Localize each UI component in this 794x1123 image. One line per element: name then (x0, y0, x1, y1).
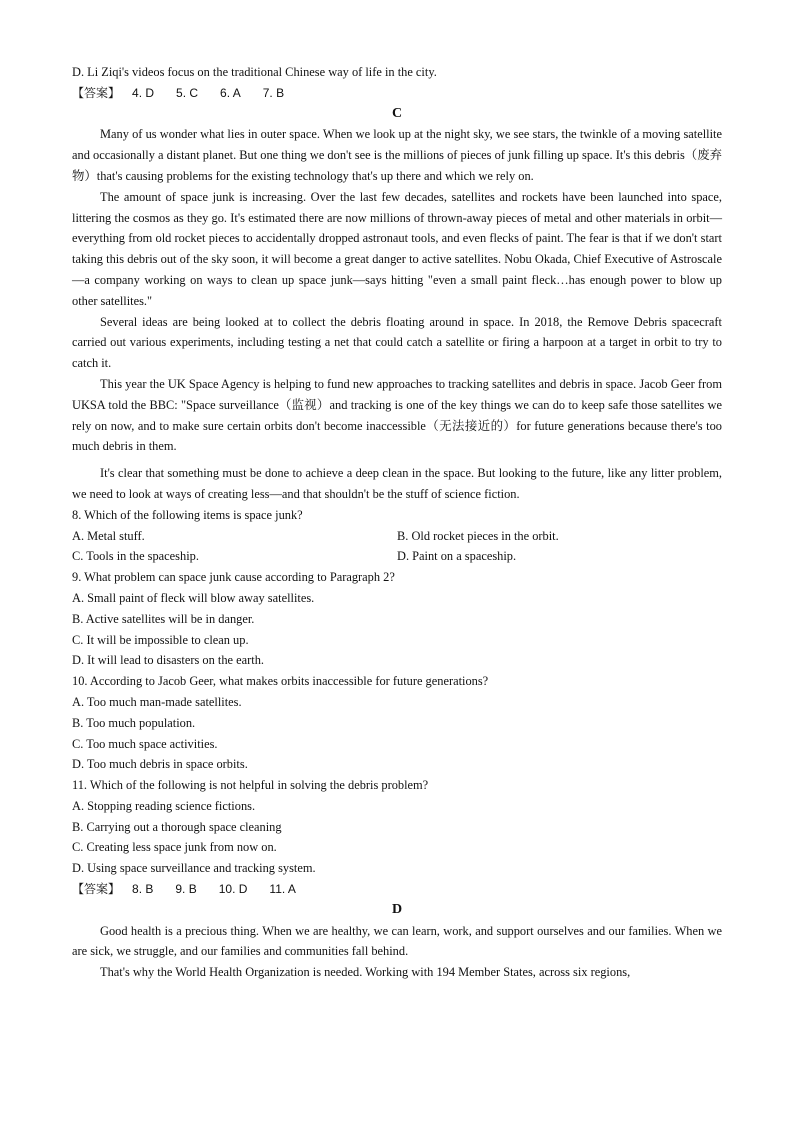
option-c: C. Too much space activities. (72, 736, 218, 751)
answer-key-prev (72, 83, 722, 104)
option-d: D. It will lead to disasters on the earth. (72, 653, 265, 668)
passage-paragraph: Good health is a precious thing. When we are healthy, we can learn, work, and support ourselves and our families. When we are sick, we struggle, and our families and communities fall behind. (72, 923, 722, 959)
answer-item: 7. B (262, 85, 285, 100)
passage-paragraph: It's clear that something must be done to achieve a deep clean in the space. But looking to the future, like any litter problem, we need to look at ways of creating less—and that shouldn't be the stuff of science fiction. (72, 466, 722, 501)
section-d-heading: D (391, 901, 403, 917)
option-b: B. Carrying out a thorough space cleaning (72, 819, 282, 834)
option-d: D. Too much debris in space orbits. (72, 757, 248, 772)
answer-key-c (72, 879, 722, 900)
option-d-line: D. Li Ziqi's videos focus on the traditional Chinese way of life in the city. (72, 65, 437, 79)
answer-item: 6. A (220, 85, 241, 100)
option-row (72, 546, 722, 567)
passage-paragraph: Many of us wonder what lies in outer space. When we look up at the night sky, we see stars, the twinkle of a moving satellite and occasionally a distant planet. But one thing we don't see is the millions of pieces of junk filling up space. It's this debris（废弃物）that's causing problems for the existing technology that's up there and which we rely on. (72, 127, 722, 183)
passage-paragraph: That's why the World Health Organization is needed. Working with 194 Member States, across six regions, (100, 965, 631, 980)
option-d: D. Using space surveillance and tracking system. (72, 861, 316, 876)
option-a: A. Stopping reading science fictions. (72, 798, 256, 813)
question-stem: 11. Which of the following is not helpful in solving the debris problem? (72, 778, 429, 793)
option-b: B. Too much population. (72, 715, 196, 730)
option-b: B. Active satellites will be in danger. (72, 611, 255, 626)
answer-label: 【答案】 (72, 85, 121, 100)
answer-item: 5. C (176, 85, 199, 100)
answer-label: 【答案】 (72, 882, 121, 897)
answer-item: 10. D (218, 882, 248, 897)
option-a: A. Small paint of fleck will blow away satellites. (72, 590, 315, 605)
option-b: B. Old rocket pieces in the orbit. (397, 528, 559, 543)
document-page (72, 62, 722, 983)
section-c-heading: C (391, 105, 403, 121)
option-d: D. Paint on a spaceship. (397, 549, 517, 564)
answer-item: 9. B (175, 882, 197, 897)
question-stem: 8. Which of the following items is space junk? (72, 507, 303, 522)
question-stem: 10. According to Jacob Geer, what makes orbits inaccessible for future generations? (72, 674, 489, 689)
question-stem: 9. What problem can space junk cause according to Paragraph 2? (72, 570, 395, 585)
option-c: C. It will be impossible to clean up. (72, 632, 249, 647)
option-a: A. Too much man-made satellites. (72, 694, 242, 709)
option-row (72, 526, 722, 547)
option-a: A. Metal stuff. (72, 528, 145, 543)
passage-paragraph: This year the UK Space Agency is helping to fund new approaches to tracking satellites and debris in space. Jacob Geer from UKSA told the BBC: "Space surveillance（监视）and tracking is one of the key things we can do to keep safe those satellites we rely on now, and to make sure certain orbits don't become inaccessible（无法接近的）for future generations because there's too much debris in them. (72, 376, 722, 454)
passage-paragraph: The amount of space junk is increasing. Over the last few decades, satellites and rockets have been launched into space, littering the cosmos as they go. It's estimated there are now millions of thrown-away pieces of metal and other materials in orbit—everything from old rocket pieces to accidentally dropped astronaut tools, and even flecks of paint. The fear is that if we don't start taking this debris out of the sky soon, it will become a great danger to active satellites. Nobu Okada, Chief Executive of Astroscale—a company working on ways to clean up space junk—says hitting "even a small paint fleck…has enough power to blow up other satellites." (72, 189, 722, 308)
option-c: C. Creating less space junk from now on. (72, 840, 277, 855)
passage-paragraph: Several ideas are being looked at to collect the debris floating around in space. In 2018, the Remove Debris spacecraft carried out various experiments, including testing a net that could catch a satellite or firing a harpoon at a target in orbit to try to catch it. (72, 314, 722, 371)
answer-item: 4. D (132, 85, 155, 100)
answer-item: 8. B (132, 882, 154, 897)
option-c: C. Tools in the spaceship. (72, 549, 199, 564)
answer-item: 11. A (269, 882, 296, 897)
